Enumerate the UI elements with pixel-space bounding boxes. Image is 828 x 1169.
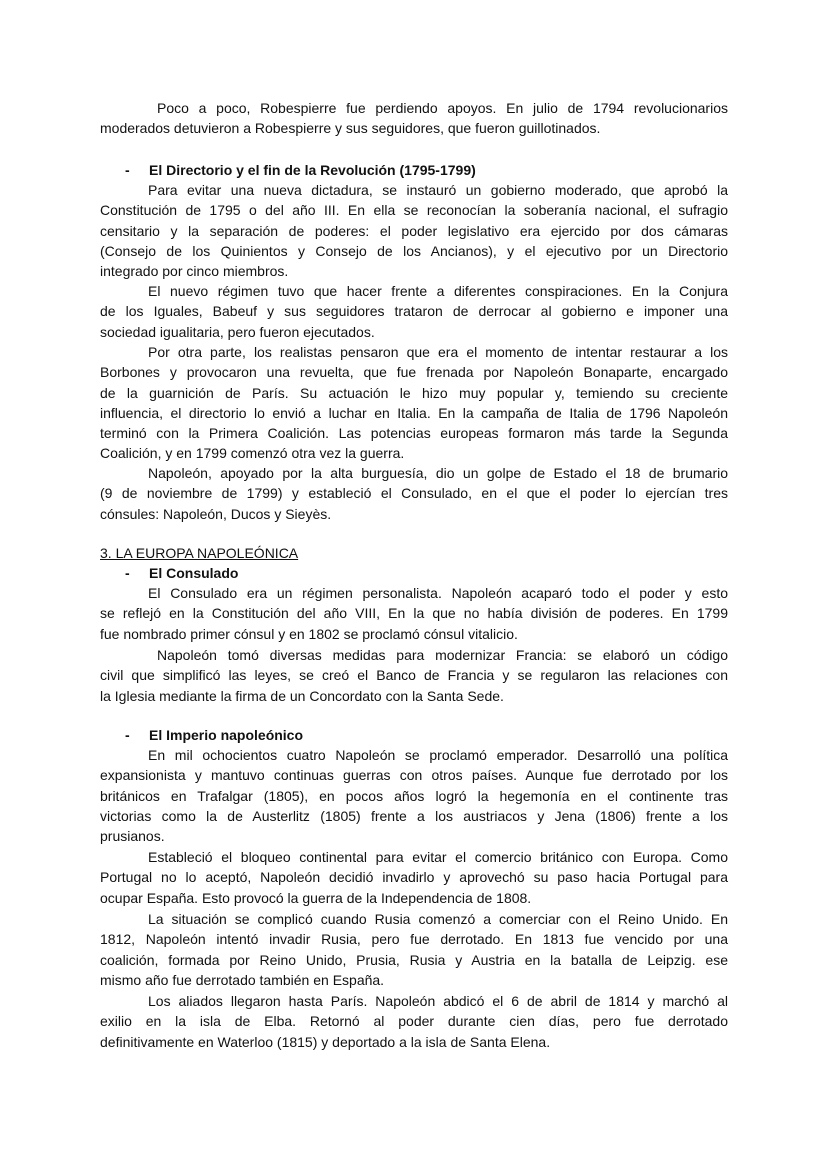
subheading-text: El Imperio napoleónico (149, 727, 304, 743)
paragraph-realistas (100, 342, 728, 464)
text-line: Napoleón, apoyado por la alta burguesía, dio un golpe de Estado el 18 de brumario (148, 465, 728, 481)
paragraph-exilio (100, 991, 728, 1052)
text-line: civil que simplificó las leyes, se creó el Banco de Francia y se regularon las relaciones con (100, 667, 728, 684)
text-line: sociedad igualitaria, pero fueron ejecutados. (100, 323, 375, 340)
text-line: fue nombrado primer cónsul y en 1802 se proclamó cónsul vitalicio. (100, 625, 518, 642)
text-line: terminó con la Primera Coalición. Las potencias europeas formaron más tarde la Segunda (100, 425, 728, 442)
text-line: El nuevo régimen tuvo que hacer frente a diferentes conspiraciones. En la Conjura (148, 283, 728, 299)
text-line: Poco a poco, Robespierre fue perdiendo apoyos. En julio de 1794 revolucionarios (157, 100, 728, 116)
text-line: prusianos. (100, 828, 165, 845)
text-line: En mil ochocientos cuatro Napoleón se proclamó emperador. Desarrolló una política (148, 747, 728, 763)
text-line: censitario y la separación de poderes: el poder legislativo era ejercido por dos cámaras (100, 222, 728, 239)
text-line: Para evitar una nueva dictadura, se instauró un gobierno moderado, que aprobó la (148, 182, 728, 198)
text-line: Los aliados llegaron hasta París. Napoleón abdicó el 6 de abril de 1814 y marchó al (148, 993, 728, 1009)
text-line: Estableció el bloqueo continental para evitar el comercio británico con Europa. Como (148, 849, 728, 865)
text-line: Borbones y provocaron una revuelta, que fue frenada por Napoleón Bonaparte, encargado (100, 364, 728, 381)
text-line: se reflejó en la Constitución del año VIII, En la que no había división de poderes. En 1799 (100, 605, 728, 622)
section-heading: 3. LA EUROPA NAPOLEÓNICA (100, 545, 299, 561)
text-line: influencia, el directorio lo envió a luchar en Italia. En la campaña de Italia de 1796 Napoleón (100, 404, 728, 421)
text-line: definitivamente en Waterloo (1815) y deportado a la isla de Santa Elena. (100, 1033, 551, 1050)
text-line: expansionista y mantuvo continuas guerras con otros países. Aunque fue derrotado por los (100, 767, 728, 784)
paragraph-robespierre (100, 98, 728, 139)
paragraph-bloqueo (100, 847, 728, 908)
paragraph-imperio (100, 745, 728, 846)
bullet-dash: - (125, 565, 130, 581)
paragraph-conjura (100, 281, 728, 342)
text-line: la Iglesia mediante la firma de un Concordato con la Santa Sede. (100, 687, 504, 704)
paragraph-brumario (100, 463, 728, 524)
text-line: exilio en la isla de Elba. Retornó al poder durante cien días, pero fue derrotado (100, 1013, 728, 1030)
text-line: El Consulado era un régimen personalista. Napoleón acaparó todo el poder y esto (148, 585, 728, 601)
text-line: de la guarnición de París. Su actuación le hizo muy popular y, temiendo su creciente (100, 384, 728, 401)
text-line: coalición, formada por Reino Unido, Prusia, Rusia y Austria en la batalla de Leipzig. ese (100, 951, 728, 968)
paragraph-rusia (100, 909, 728, 990)
text-line: Por otra parte, los realistas pensaron que era el momento de intentar restaurar a los (148, 344, 728, 360)
text-line: de los Iguales, Babeuf y sus seguidores trataron de derrocar al gobierno e imponer una (100, 303, 728, 320)
text-line: británicos en Trafalgar (1805), en pocos años logró la hegemonía en el continente tras (100, 787, 728, 804)
text-line: integrado por cinco miembros. (100, 263, 289, 280)
text-line: victorias como la de Austerlitz (1805) frente a los austriacos y Jena (1806) frente a los (100, 807, 728, 824)
text-line: Napoleón tomó diversas medidas para modernizar Francia: se elaboró un código (157, 647, 728, 663)
paragraph-directorio (100, 180, 728, 281)
text-line: Portugal no lo aceptó, Napoleón decidió invadirlo y aprovechó su paso hacia Portugal para (100, 869, 728, 886)
text-line: mismo año fue derrotado también en España. (100, 971, 385, 988)
text-line: moderados detuvieron a Robespierre y sus seguidores, que fueron guillotinados. (100, 120, 601, 137)
text-line: Coalición, y en 1799 comenzó otra vez la guerra. (100, 445, 405, 462)
text-line: 1812, Napoleón intentó invadir Rusia, pero fue derrotado. En 1813 fue vencido por una (100, 931, 728, 948)
paragraph-reformas (100, 645, 728, 706)
bullet-dash: - (125, 727, 130, 743)
bullet-dash: - (125, 162, 130, 178)
text-line: Constitución de 1795 o del año III. En ella se reconocían la soberanía nacional, el sufragio (100, 202, 728, 219)
subheading-text: El Directorio y el fin de la Revolución (1795-1799) (149, 162, 476, 178)
text-line: ocupar España. Esto provocó la guerra de la Independencia de 1808. (100, 889, 532, 906)
text-line: La situación se complicó cuando Rusia comenzó a comerciar con el Reino Unido. En (148, 911, 728, 927)
subheading-text: El Consulado (149, 565, 239, 581)
text-line: cónsules: Napoleón, Ducos y Sieyès. (100, 505, 332, 522)
paragraph-consulado (100, 583, 728, 644)
text-line: (9 de noviembre de 1799) y estableció el Consulado, en el que el poder lo ejercían tres (100, 485, 728, 502)
text-line: (Consejo de los Quinientos y Consejo de los Ancianos), y el ejecutivo por un Directorio (100, 242, 728, 259)
